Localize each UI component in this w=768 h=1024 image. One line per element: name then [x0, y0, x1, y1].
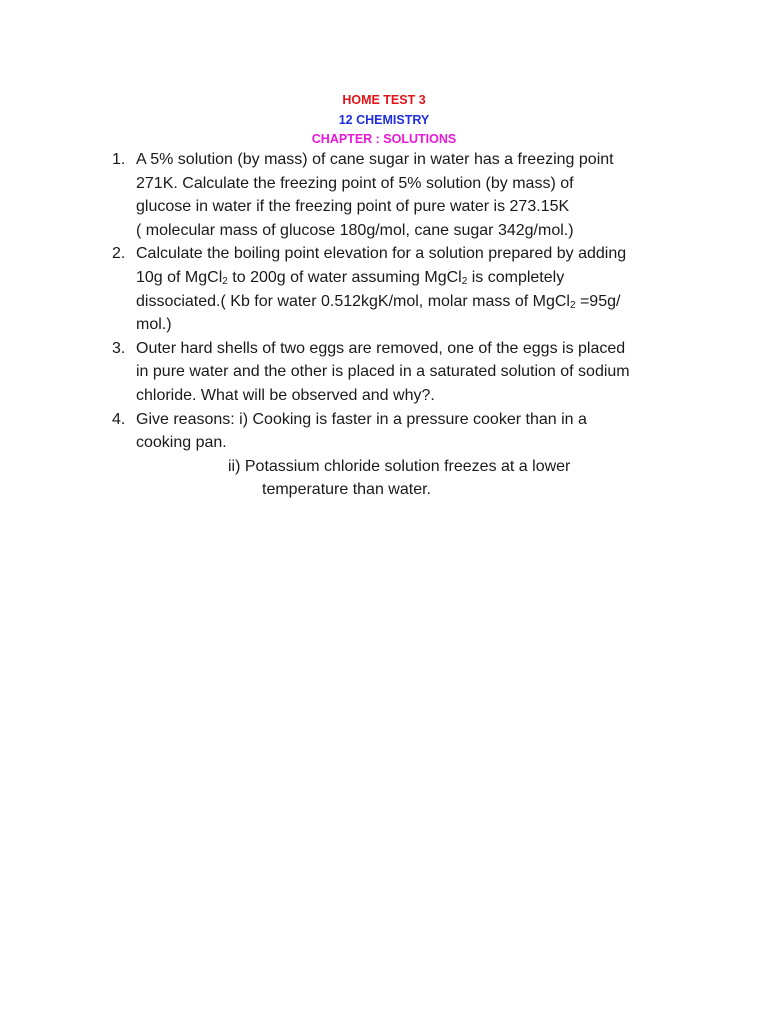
question-number: 2. — [112, 245, 126, 263]
sub-question-line: temperature than water. — [262, 481, 431, 499]
question-line: glucose in water if the freezing point of pure water is 273.15K — [136, 198, 570, 216]
question-line: 10g of MgCl$_2$ to 200g of water assuming MgCl$_2$ is completely — [136, 268, 565, 287]
question-1 — [112, 148, 692, 242]
question-3 — [112, 337, 692, 408]
question-2 — [112, 242, 692, 336]
question-line: dissociated.( Kb for water 0.512kgK/mol, molar mass of MgCl$_2$ =95g/ — [136, 292, 621, 311]
question-4 — [112, 408, 692, 502]
question-line: Give reasons: i) Cooking is faster in a pressure cooker than in a — [136, 410, 587, 428]
chapter-title: CHAPTER : SOLUTIONS — [311, 132, 457, 146]
sub-question — [136, 455, 692, 502]
question-line: Outer hard shells of two eggs are removed, one of the eggs is placed — [136, 339, 626, 357]
subject-title: 12 CHEMISTRY — [338, 113, 430, 127]
question-list — [112, 148, 692, 502]
question-number: 3. — [112, 339, 126, 357]
question-line: chloride. What will be observed and why?. — [136, 386, 435, 404]
question-line: Calculate the boiling point elevation for a solution prepared by adding — [136, 245, 627, 263]
question-line: cooking pan. — [136, 434, 227, 452]
question-line: mol.) — [136, 316, 172, 334]
question-line: A 5% solution (by mass) of cane sugar in water has a freezing point — [136, 151, 614, 168]
question-line: in pure water and the other is placed in a saturated solution of sodium — [136, 363, 630, 381]
question-line: ( molecular mass of glucose 180g/mol, cane sugar 342g/mol.) — [136, 221, 574, 239]
question-number: 4. — [112, 410, 126, 428]
sub-question-line: ii) Potassium chloride solution freezes at a lower — [228, 457, 571, 475]
question-line: 271K. Calculate the freezing point of 5% solution (by mass) of — [136, 174, 574, 192]
question-number: 1. — [112, 151, 126, 168]
test-title: HOME TEST 3 — [342, 93, 426, 107]
